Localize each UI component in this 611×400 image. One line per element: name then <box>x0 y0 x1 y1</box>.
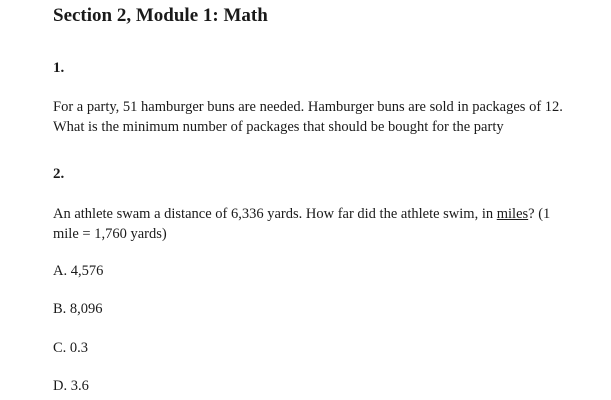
question-2-choice-c[interactable]: C. 0.3 <box>53 340 89 356</box>
question-2-choice-a[interactable]: A. 4,576 <box>53 263 104 279</box>
question-2-text-underlined: miles <box>496 206 529 222</box>
question-2-choice-d[interactable]: D. 3.6 <box>53 378 89 394</box>
question-1-number: 1. <box>53 60 65 76</box>
question-2-number: 2. <box>53 166 65 182</box>
question-2-text <box>53 204 563 244</box>
question-1-text: For a party, 51 hamburger buns are needed. Hamburger buns are sold in packages of 12. What is the minimum number of packages that should be bought for the party <box>53 99 563 135</box>
section-title: Section 2, Module 1: Math <box>53 5 268 26</box>
question-2-text-after: ? (1 mile = 1,760 yards) <box>53 206 551 242</box>
question-2-choice-b[interactable]: B. 8,096 <box>53 301 103 317</box>
question-2-text-before: An athlete swam a distance of 6,336 yards. How far did the athlete swim, in <box>53 206 497 222</box>
